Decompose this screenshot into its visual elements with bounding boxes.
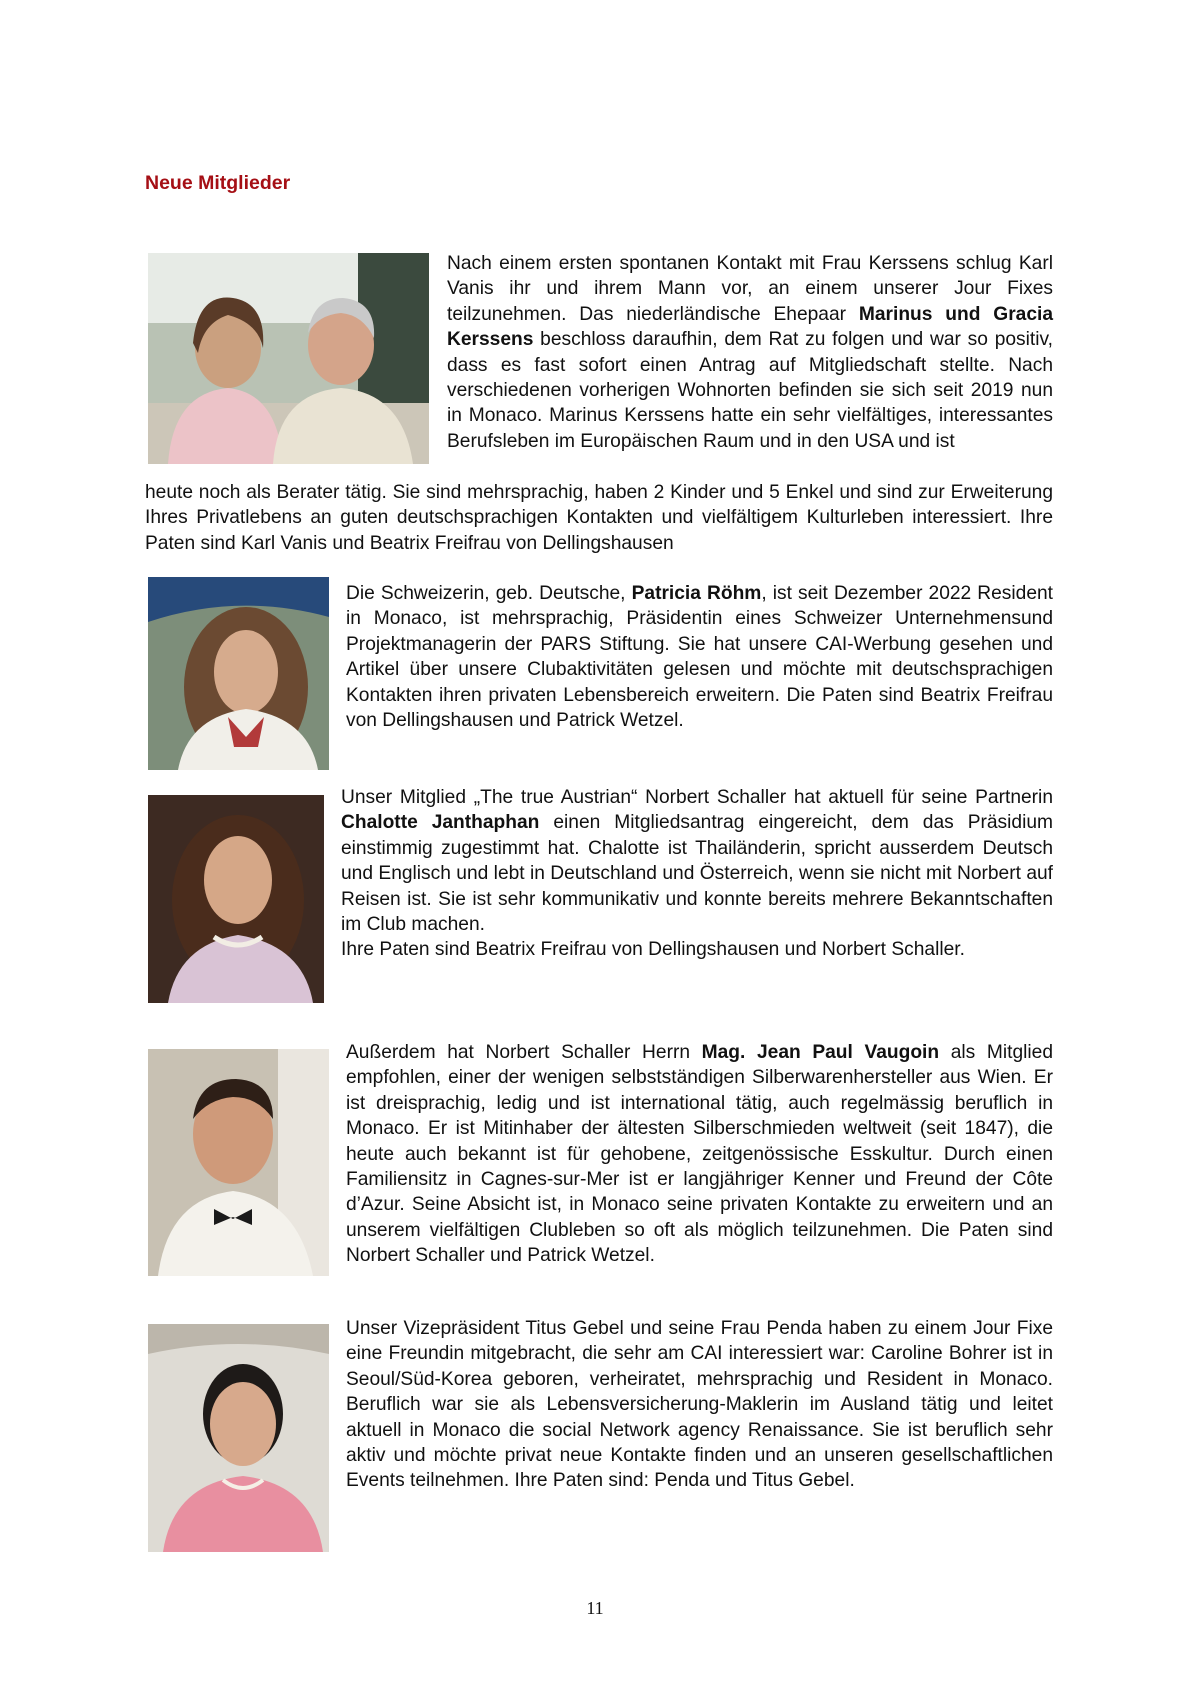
photo-caroline-bohrer bbox=[148, 1324, 329, 1552]
photo-kerssens-couple bbox=[148, 253, 429, 464]
article-kerssens-continued: heute noch als Berater tätig. Sie sind mehrsprachig, haben 2 Kinder und 5 Enkel und sind zur Erweiterung Ihres Privatlebens an guten deutschsprachigen Kontakten und vielfältigem Kulturleben interessiert. Ihre Paten sind Karl Vanis und Beatrix Freifrau von Dellingshausen bbox=[145, 482, 1053, 554]
photo-chalotte-janthaphan bbox=[148, 795, 324, 1003]
article-janthaphan-text-b: einen Mitgliedsantrag eingereicht, dem das Präsidium einstimmig zugestimmt hat. Chalotte ist Thailänderin, spricht ausserdem Deutsch und Englisch und lebt in Deutschland und Österreich, wenn sie nicht mit Norbert auf Reisen ist. Sie ist sehr kommunikativ und konnte bereits mehrere Bekanntschaften im Club machen. bbox=[341, 812, 1053, 936]
article-roehm-text-b: , ist seit Dezember 2022 Resident in Monaco, ist mehrsprachig, Präsidentin eines Schweizer Unternehmensund Projektmanagerin der PARS Stiftung. Sie hat unsere CAI-Werbung gesehen und Artikel über unsere Clubaktivitäten gelesen und möchte mit deutschsprachigen Kontakten ihren privaten Lebensbereich erweitern. Die Paten sind Beatrix Freifrau von Dellingshausen und Patrick Wetzel. bbox=[346, 583, 1054, 732]
article-kerssens-text-b: beschloss daraufhin, dem Rat zu folgen und war so positiv, dass es fast sofort einen Antrag auf Mitgliedschaft stellte. Nach verschiedenen vorherigen Wohnorten befinden sie sich seit 2019 nun in Monaco. Marinus Kerssens hatte ein sehr vielfältiges, interessantes Berufsleben im Europäischen Raum und in den USA und ist bbox=[447, 329, 1053, 452]
article-roehm-text-a: Die Schweizerin, geb. Deutsche, bbox=[346, 583, 632, 604]
section-heading: Neue Mitglieder bbox=[145, 172, 291, 194]
article-vaugoin-text-a: Außerdem hat Norbert Schaller Herrn bbox=[346, 1042, 702, 1063]
article-janthaphan-text-a: Unser Mitglied „The true Austrian“ Norbert Schaller hat aktuell für seine Partnerin bbox=[341, 787, 1053, 808]
article-vaugoin-text-b: als Mitglied empfohlen, einer der wenigen selbstständigen Silberwarenhersteller aus Wien. Er ist dreisprachig, ledig und ist international tätig, auch regelmässig beruflich in Monaco. Er ist Mitinhaber der ältesten Silberschmieden weltweit (seit 1847), die heute auch bekannt ist für gehobene, zeitgenössische Esskultur. Durch einen Familiensitz in Cagnes-sur-Mer ist er langjähriger Kenner und Freund der Côte d’Azur. Seine Absicht ist, in Monaco seine privaten Kontakte zu erweitern und an unserem vielfältigen Clubleben so oft als möglich teilzunehmen. Die Paten sind Norbert Schaller und Patrick Wetzel. bbox=[346, 1042, 1053, 1267]
article-bohrer: Unser Vizepräsident Titus Gebel und seine Frau Penda haben zu einem Jour Fixe eine Freundin mitgebracht, die sehr am CAI interessiert war: Caroline Bohrer ist in Seoul/Süd-Korea geboren, verheiratet, mehrsprachig und Resident in Monaco. Beruflich war sie als Lebensversicherung-Maklerin im Ausland tätig und leitet aktuell in Monaco die social Network agency Renaissance. Sie ist beruflich sehr aktiv und möchte privat neue Kontakte finden und an unseren gesellschaftlichen Events teilnehmen. Ihre Paten sind: Penda und Titus Gebel. bbox=[346, 1318, 1053, 1492]
article-roehm bbox=[346, 581, 1053, 733]
page-number: 11 bbox=[586, 1598, 604, 1618]
article-janthaphan bbox=[341, 785, 1053, 963]
photo-jean-paul-vaugoin bbox=[148, 1049, 329, 1276]
member-name-kerssens: Marinus und Gracia Kerssens bbox=[447, 303, 1053, 351]
member-name-janthaphan: Chalotte Janthaphan bbox=[341, 812, 540, 834]
member-name-vaugoin: Mag. Jean Paul Vaugoin bbox=[701, 1042, 940, 1063]
article-kerssens-intro bbox=[447, 251, 1053, 454]
article-vaugoin bbox=[346, 1040, 1053, 1269]
photo-patricia-roehm bbox=[148, 577, 329, 770]
member-name-roehm: Patricia Röhm bbox=[631, 583, 762, 604]
article-kerssens-text-a: Nach einem ersten spontanen Kontakt mit Frau Kerssens schlug Karl Vanis ihr und ihrem Mann vor, an einem unserer Jour Fixes teilzunehmen. Das niederländische Ehepaar bbox=[447, 253, 1053, 325]
article-janthaphan-sponsors: Ihre Paten sind Beatrix Freifrau von Dellingshausen und Norbert Schaller. bbox=[341, 939, 965, 961]
